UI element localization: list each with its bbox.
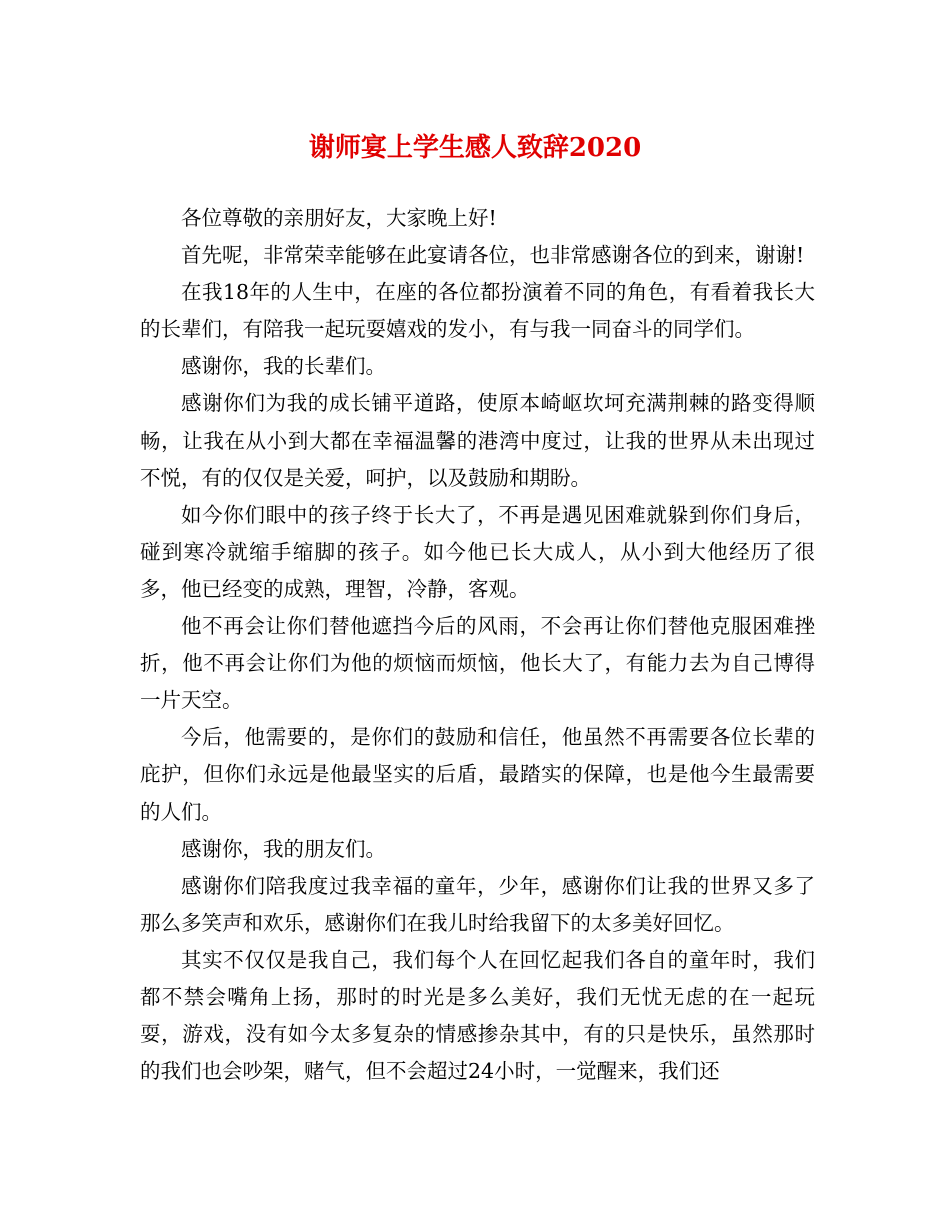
paragraph-friends-childhood: 感谢你们陪我度过我幸福的童年，少年，感谢你们让我的世界又多了那么多笑声和欢乐，感谢你们在我儿时给我留下的太多美好回忆。 bbox=[140, 873, 815, 935]
paragraph-memories: 其实不仅仅是我自己，我们每个人在回忆起我们各自的童年时，我们都不禁会嘴角上扬，那时的时光是多么美好，我们无忧无虑的在一起玩耍，游戏，没有如今太多复杂的情感掺杂其中，有的只是快乐，虽然那时的我们也会吵架，赌气，但不会超过24小时，一觉醒来，我们还 bbox=[140, 947, 815, 1084]
paragraph-thanks: 首先呢，非常荣幸能够在此宴请各位，也非常感谢各位的到来，谢谢! bbox=[181, 243, 805, 268]
document-title: 谢师宴上学生感人致辞2020 bbox=[308, 133, 642, 163]
paragraph-support: 今后，他需要的，是你们的鼓励和信任，他虽然不再需要各位长辈的庇护，但你们永远是他最坚实的后盾，最踏实的保障，也是他今生最需要的人们。 bbox=[140, 725, 815, 824]
paragraph-independence: 他不再会让你们替他遮挡今后的风雨，不会再让你们替他克服困难挫折，他不再会让你们为他的烦恼而烦恼，他长大了，有能力去为自己博得一片天空。 bbox=[140, 614, 815, 713]
document-body bbox=[140, 200, 815, 1090]
paragraph-greeting: 各位尊敬的亲朋好友，大家晚上好! bbox=[181, 206, 497, 230]
paragraph-elders-path: 感谢你们为我的成长铺平道路，使原本崎岖坎坷充满荆棘的路变得顺畅，让我在从小到大都在幸福温馨的港湾中度过，让我的世界从未出现过不悦，有的仅仅是关爱，呵护，以及鼓励和期盼。 bbox=[140, 391, 815, 490]
paragraph-elders-heading: 感谢你，我的长辈们。 bbox=[181, 354, 386, 379]
paragraph-friends-heading: 感谢你，我的朋友们。 bbox=[181, 836, 386, 861]
paragraph-grown-up: 如今你们眼中的孩子终于长大了，不再是遇见困难就躲到你们身后，碰到寒冷就缩手缩脚的孩子。如今他已长大成人，从小到大他经历了很多，他已经变的成熟，理智，冷静，客观。 bbox=[140, 502, 815, 601]
paragraph-roles: 在我18年的人生中，在座的各位都扮演着不同的角色，有看着我长大的长辈们，有陪我一起玩耍嬉戏的发小，有与我一同奋斗的同学们。 bbox=[140, 280, 815, 342]
